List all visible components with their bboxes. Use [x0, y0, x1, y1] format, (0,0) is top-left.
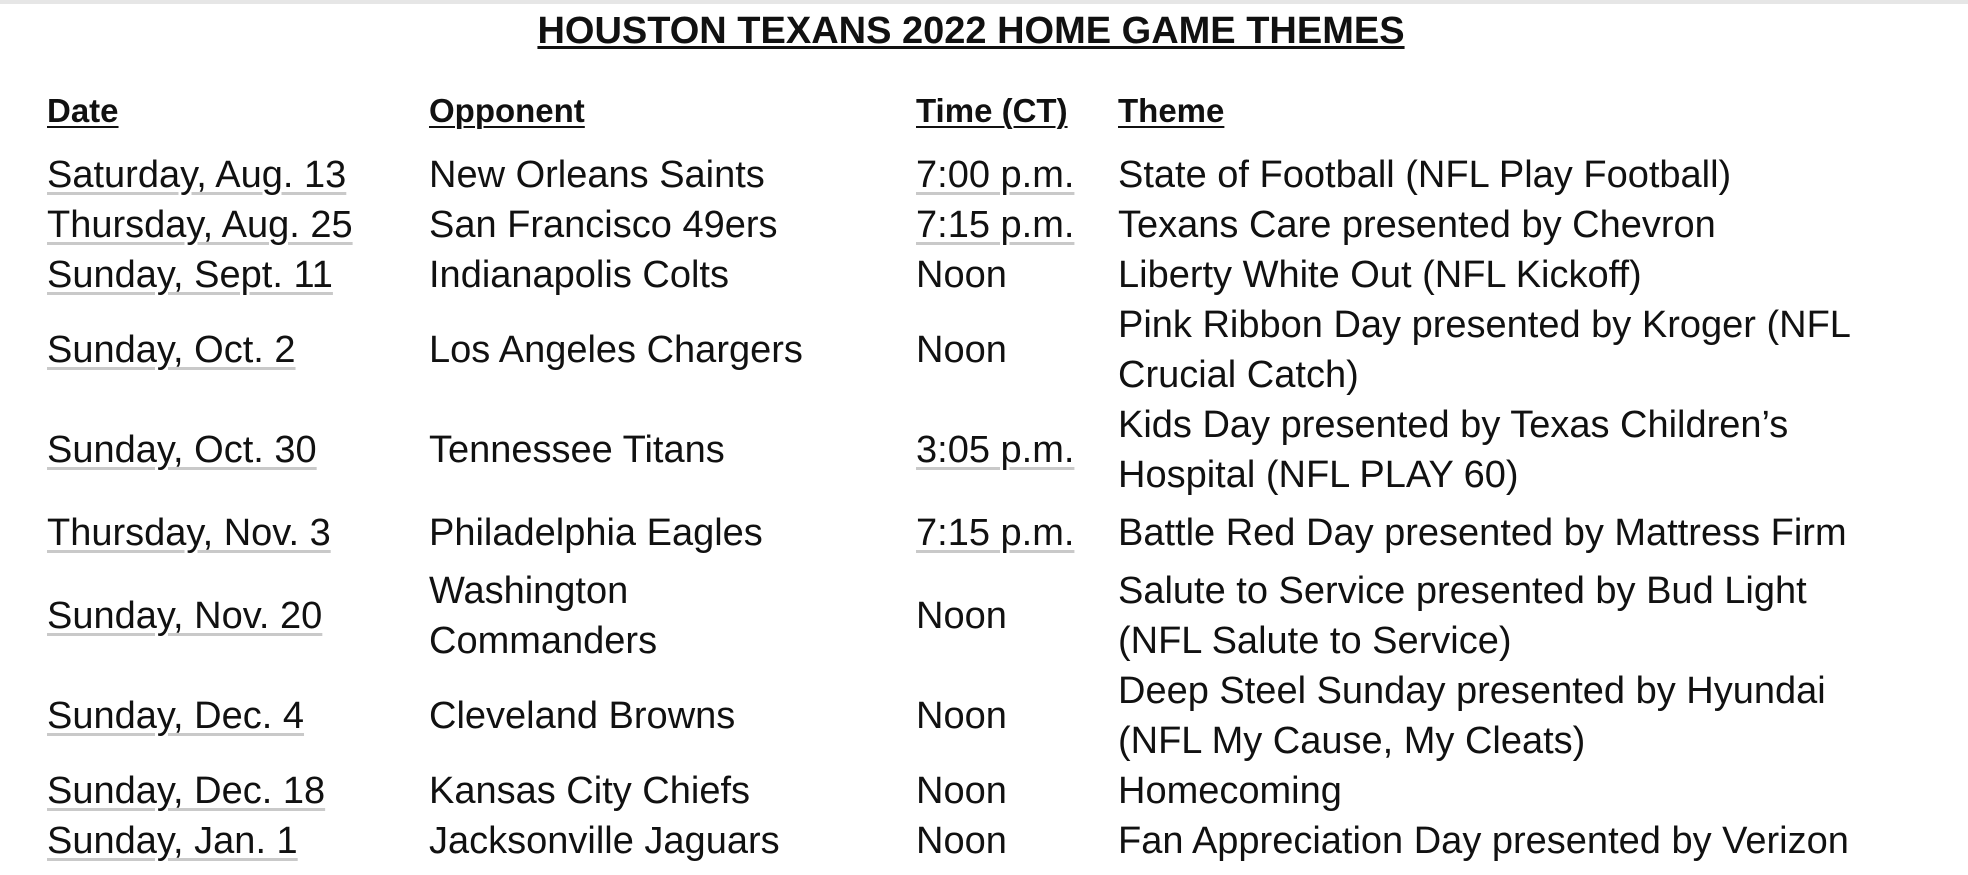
opponent-cell: Los Angeles Chargers [429, 329, 803, 371]
time-cell: Noon [916, 770, 1007, 812]
opponent-cell: New Orleans Saints [429, 154, 765, 196]
table-row [0, 400, 1968, 500]
time-cell: Noon [916, 254, 1007, 296]
table-row [0, 816, 1968, 866]
table-row [0, 566, 1968, 666]
column-header-date: Date [47, 92, 119, 129]
date-link[interactable]: Sunday, Dec. 18 [47, 770, 326, 812]
table-row [0, 200, 1968, 250]
column-header-theme: Theme [1118, 92, 1225, 129]
theme-cell: Fan Appreciation Day presented by Verizon [1118, 820, 1849, 862]
theme-cell: Battle Red Day presented by Mattress Firm [1118, 512, 1847, 554]
table-row [0, 766, 1968, 816]
column-header-time: Time (CT) [916, 92, 1068, 129]
date-link[interactable]: Sunday, Oct. 2 [47, 329, 296, 371]
date-link[interactable]: Saturday, Aug. 13 [47, 154, 347, 196]
column-header-opponent: Opponent [429, 92, 585, 129]
time-link[interactable]: 7:00 p.m. [916, 154, 1075, 196]
opponent-cell: Tennessee Titans [429, 429, 725, 471]
date-link[interactable]: Sunday, Jan. 1 [47, 820, 298, 862]
time-cell: Noon [916, 595, 1007, 637]
theme-cell: Homecoming [1118, 770, 1342, 812]
date-link[interactable]: Thursday, Aug. 25 [47, 204, 353, 246]
table-row [0, 250, 1968, 300]
time-link[interactable]: 7:15 p.m. [916, 204, 1075, 246]
time-cell: Noon [916, 329, 1007, 371]
schedule-table [0, 150, 1968, 866]
date-link[interactable]: Sunday, Nov. 20 [47, 595, 323, 637]
opponent-cell: Philadelphia Eagles [429, 512, 763, 554]
time-link[interactable]: 7:15 p.m. [916, 512, 1075, 554]
theme-cell: Texans Care presented by Chevron [1118, 204, 1716, 246]
table-row [0, 150, 1968, 200]
time-cell: Noon [916, 695, 1007, 737]
date-link[interactable]: Sunday, Dec. 4 [47, 695, 305, 737]
opponent-cell: Indianapolis Colts [429, 254, 729, 296]
page-title: HOUSTON TEXANS 2022 HOME GAME THEMES [537, 10, 1405, 52]
date-link[interactable]: Sunday, Oct. 30 [47, 429, 317, 471]
opponent-cell: San Francisco 49ers [429, 204, 778, 246]
date-link[interactable]: Sunday, Sept. 11 [47, 254, 333, 296]
top-divider [0, 0, 1968, 4]
theme-cell: State of Football (NFL Play Football) [1118, 154, 1732, 196]
theme-cell: Pink Ribbon Day presented by Kroger (NFL Crucial Catch) [1118, 304, 1850, 396]
opponent-cell: Jacksonville Jaguars [429, 820, 780, 862]
opponent-cell: Washington Commanders [429, 570, 658, 662]
opponent-cell: Cleveland Browns [429, 695, 736, 737]
table-row [0, 500, 1968, 566]
theme-cell: Liberty White Out (NFL Kickoff) [1118, 254, 1642, 296]
table-row [0, 300, 1968, 400]
theme-cell: Deep Steel Sunday presented by Hyundai (NFL My Cause, My Cleats) [1118, 670, 1826, 762]
opponent-cell: Kansas City Chiefs [429, 770, 751, 812]
theme-cell: Salute to Service presented by Bud Light (NFL Salute to Service) [1118, 570, 1807, 662]
table-row [0, 666, 1968, 766]
time-cell: Noon [916, 820, 1007, 862]
time-link[interactable]: 3:05 p.m. [916, 429, 1075, 471]
date-link[interactable]: Thursday, Nov. 3 [47, 512, 331, 554]
theme-cell: Kids Day presented by Texas Children’s Hospital (NFL PLAY 60) [1118, 404, 1789, 496]
